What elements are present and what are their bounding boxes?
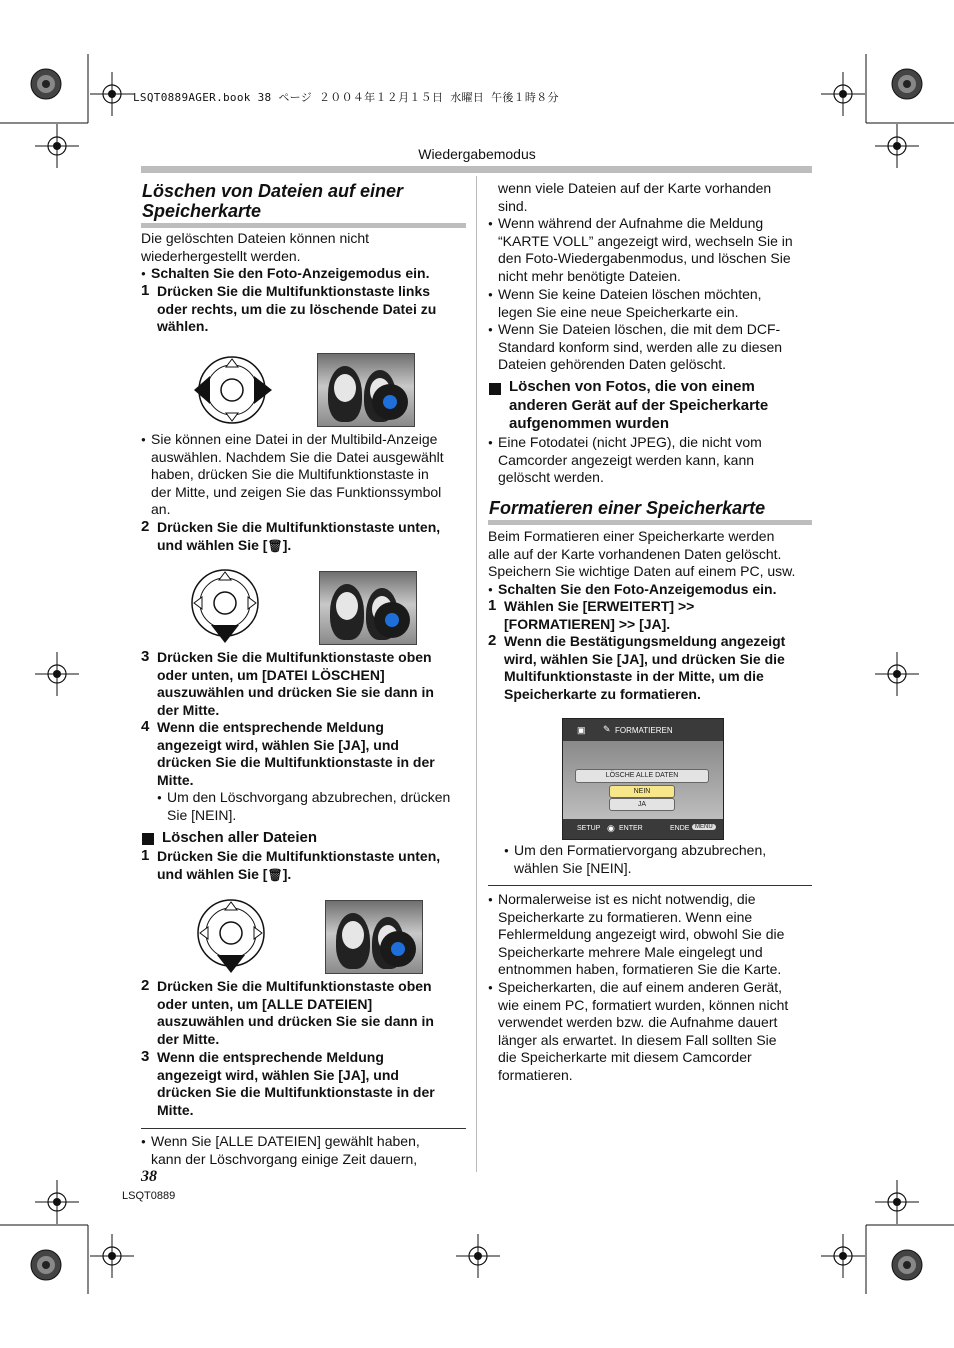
playback-photo-delete	[319, 571, 417, 645]
format-step-2-text: Wenn die Bestätigungsmeldung angezeigt wird, wählen Sie [JA], und drücken Sie die Multifunktionstaste in der Mitte, um die Speicherkarte zu formatieren.	[504, 633, 786, 702]
continued-note: wenn viele Dateien auf der Karte vorhanden sind.	[498, 180, 772, 214]
step-4-text: Wenn die entsprechende Meldung angezeigt wird, wählen Sie [JA], und drücken Sie die Multifunktionstaste in der Mitte.	[157, 719, 435, 788]
section-title-delete: Löschen von Dateien auf einer Speicherkarte	[142, 181, 404, 221]
step-number: 3	[141, 1048, 150, 1065]
header-bar	[141, 166, 812, 173]
menu-footer-bar: SETUP ◉ ENTER ENDE MENU	[563, 819, 723, 839]
step-number: 1	[488, 597, 497, 614]
section-rule	[488, 520, 812, 525]
note-dcf: ● Wenn Sie Dateien löschen, die mit dem DCF- Standard konform sind, werden alle zu diesen Dateien gehörenden Daten gelöscht.	[498, 321, 782, 374]
section-header: Wiedergabemodus	[418, 146, 536, 162]
all-step-2-text: Drücken Sie die Multifunktionstaste oben oder unten, um [ALLE DATEIEN] auszuwählen und drücken Sie sie dann in der Mitte.	[157, 978, 434, 1047]
playback-photo-delete-all	[325, 900, 423, 974]
playback-photo	[317, 353, 415, 427]
format-menu-screen	[562, 718, 724, 840]
mode-bullet: ● Schalten Sie den Foto-Anzeigemodus ein.	[151, 265, 429, 283]
joystick-down-icon	[195, 897, 267, 975]
notes-rule	[488, 885, 812, 886]
notes-rule	[141, 1128, 466, 1129]
print-info-line: LSQT0889AGER.book 38 ページ ２００４年１２月１５日 水曜日 午後１時８分	[133, 91, 559, 104]
step-number: 3	[141, 648, 150, 665]
step-4-note: ● Um den Löschvorgang abzubrechen, drücken Sie [NEIN].	[167, 789, 450, 824]
menu-option-yes[interactable]: JA	[609, 798, 675, 811]
subsection-delete-all: Löschen aller Dateien	[162, 829, 318, 846]
intro-text: Die gelöschten Dateien können nicht wiederhergestellt werden.	[141, 230, 370, 264]
menu-option-no[interactable]: NEIN	[609, 785, 675, 798]
note-card-full: ● Wenn während der Aufnahme die Meldung “KARTE VOLL” angezeigt wird, wechseln Sie in den Foto-Wiedergabenmodus, und löschen Sie nicht mehr benötigte Dateien.	[498, 215, 793, 285]
section-title-format: Formatieren einer Speicherkarte	[489, 498, 766, 518]
note-format-pc: ● Speicherkarten, die auf einem anderen Gerät, wie einem PC, formatiert wurden, können nicht verwendet werden bzw. die Aufnahme dauert länger als erwartet. In diesem Fall sollten Sie die Speicherkarte mit diesem Camcorder formatieren.	[498, 979, 788, 1085]
section-rule	[141, 223, 466, 228]
step-3-text: Drücken Sie die Multifunktionstaste oben oder unten, um [DATEI LÖSCHEN] auszuwählen und drücken Sie sie dann in der Mitte.	[157, 649, 434, 718]
note-delete-all-time: ● Wenn Sie [ALLE DATEIEN] gewählt haben, kann der Löschvorgang einige Zeit dauern,	[151, 1133, 420, 1168]
step-number: 2	[488, 632, 497, 649]
menu-body	[563, 741, 723, 819]
note-multi-image: ● Sie können eine Datei in der Multibild-Anzeige auswählen. Nachdem Sie die Datei ausgewählt haben, drücken Sie die Multifunktionstaste in der Mitte, und zeigen Sie das Funktionssymbol an.	[151, 431, 444, 519]
document-code: LSQT0889	[122, 1190, 176, 1202]
camera-icon: ▣	[577, 725, 586, 735]
step-number: 2	[141, 977, 150, 994]
step-number: 1	[141, 847, 150, 864]
trash-icon: 🗑	[267, 538, 283, 553]
all-step-3-text: Wenn die entsprechende Meldung angezeigt wird, wählen Sie [JA], und drücken Sie die Multifunktionstaste in der Mitte.	[157, 1049, 435, 1118]
trash-icon: 🗑	[267, 867, 283, 882]
all-step-1-text: Drücken Sie die Multifunktionstaste unten, und wählen Sie [🗑].	[157, 848, 441, 882]
format-step-1-text: Wählen Sie [ERWEITERT] >> [FORMATIEREN] >> [JA].	[504, 598, 695, 632]
column-divider	[476, 176, 477, 1172]
step-1-text: Drücken Sie die Multifunktionstaste links oder rechts, um die zu löschende Datei zu wählen.	[157, 283, 437, 335]
joystick-down-icon	[189, 567, 261, 645]
step-number: 1	[141, 282, 150, 299]
page-number: 38	[141, 1168, 157, 1185]
step-number: 4	[141, 718, 150, 735]
joystick-left-right-icon	[192, 354, 274, 426]
note-non-jpeg: ● Eine Fotodatei (nicht JPEG), die nicht vom Camcorder angezeigt werden kann, kann gelöscht werden.	[498, 434, 762, 487]
joystick-small-icon: ◉	[607, 823, 615, 833]
menu-title-bar: ▣ ✎ FORMATIEREN	[563, 719, 723, 741]
step-2-text: Drücken Sie die Multifunktionstaste unten, und wählen Sie [🗑].	[157, 519, 441, 553]
section-square-marker	[489, 383, 501, 395]
format-mode-bullet: ● Schalten Sie den Foto-Anzeigemodus ein.	[498, 581, 776, 599]
format-cancel-note: ● Um den Formatiervorgang abzubrechen, wählen Sie [NEIN].	[514, 842, 766, 877]
menu-message: LÖSCHE ALLE DATEN	[575, 769, 709, 783]
subsection-other-device: Löschen von Fotos, die von einem anderen Gerät auf der Speicherkarte aufgenommen wurden	[509, 378, 769, 432]
note-new-card: ● Wenn Sie keine Dateien löschen möchten, legen Sie eine neue Speicherkarte ein.	[498, 286, 762, 321]
note-format-normally: ● Normalerweise ist es nicht notwendig, die Speicherkarte zu formatieren. Wenn eine Fehlermeldung angezeigt wird, obwohl Sie die Speicherkarte mehrere Male eingelegt und entnommen haben, formatieren Sie die Karte.	[498, 891, 784, 979]
format-icon: ✎	[603, 724, 611, 734]
step-number: 2	[141, 518, 150, 535]
section-square-marker	[142, 833, 154, 845]
format-intro: Beim Formatieren einer Speicherkarte werden alle auf der Karte vorhandenen Daten gelöscht. Speichern Sie wichtige Daten auf einem PC, usw.	[488, 528, 796, 580]
